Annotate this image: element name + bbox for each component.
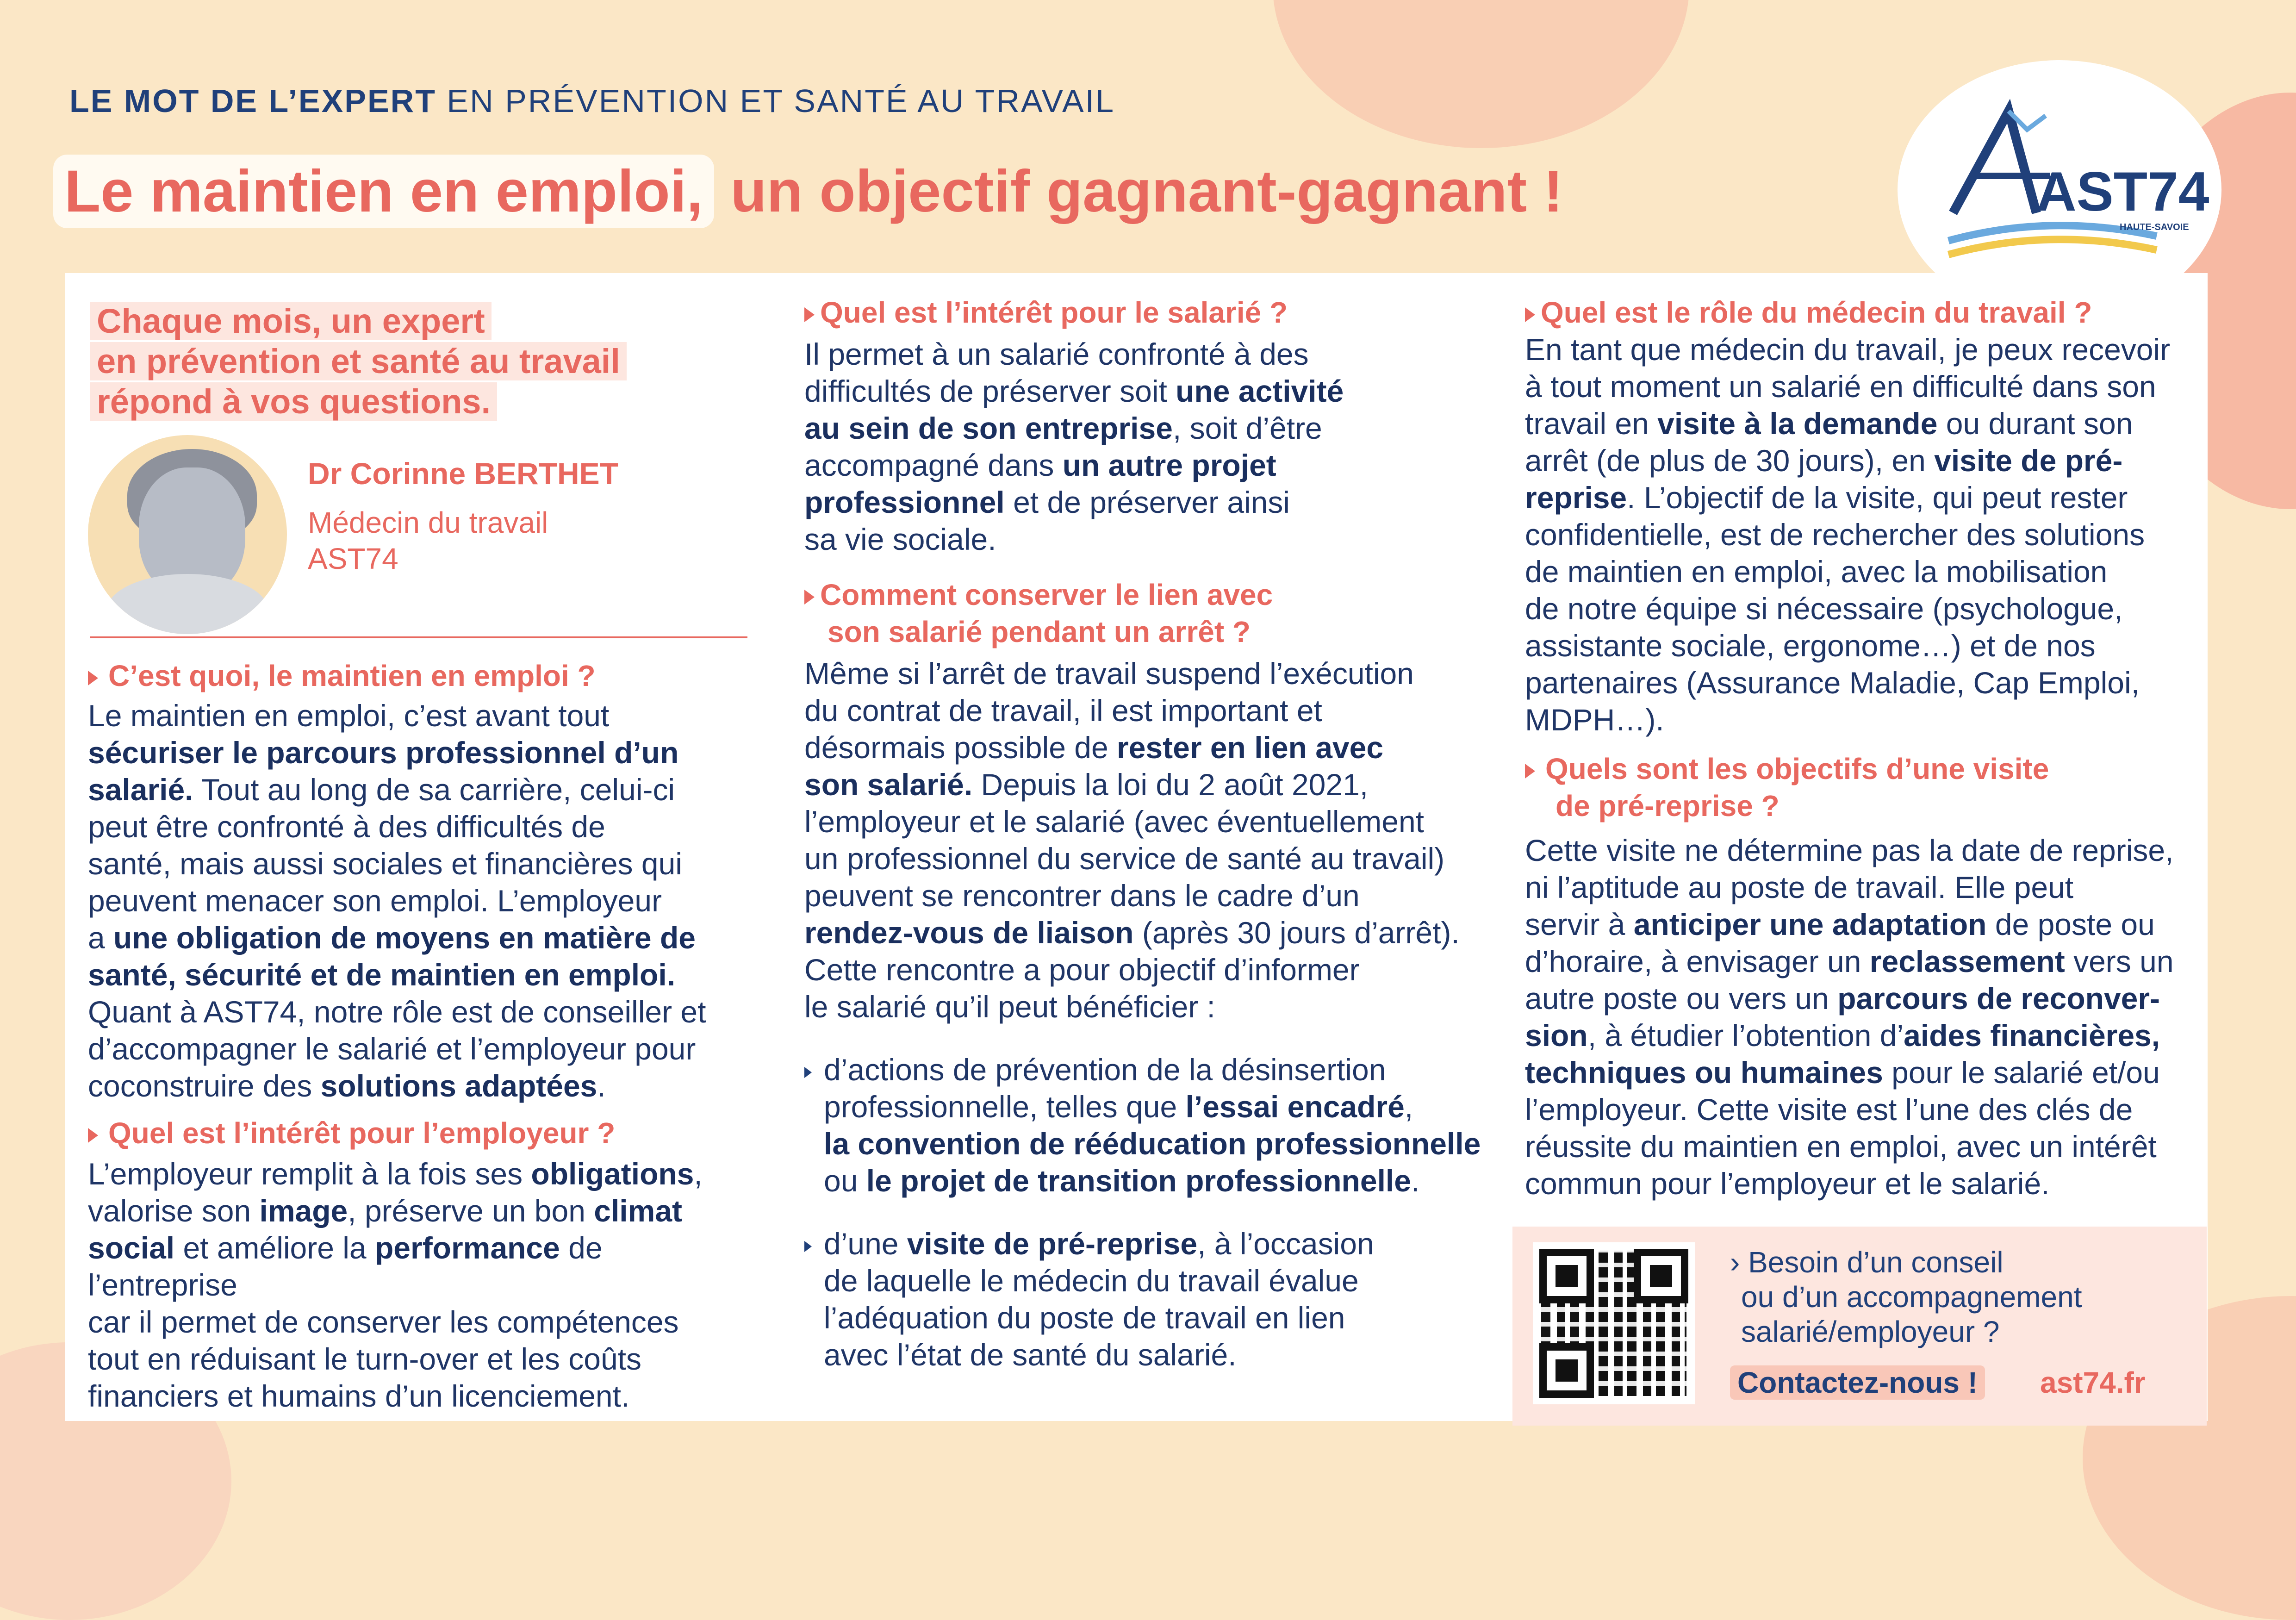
text: Il permet à un salarié confronté à des (804, 337, 1309, 371)
text-line (804, 373, 1499, 410)
expert-name: Dr Corinne BERTHET (308, 456, 619, 491)
text-line (804, 1262, 1499, 1299)
emphasis: social (88, 1231, 175, 1265)
emphasis: un autre projet (1062, 448, 1276, 482)
emphasis: son salarié. (804, 767, 973, 802)
emphasis: rester en lien avec (1117, 730, 1384, 765)
emphasis: techniques ou humaines (1525, 1055, 1883, 1090)
text: , à l’occasion (1197, 1227, 1374, 1261)
text-line (1525, 832, 2205, 869)
logo-sub: HAUTE-SAVOIE (2120, 222, 2189, 232)
text-line (804, 988, 1499, 1025)
text-line (804, 877, 1499, 914)
text-line (88, 1377, 754, 1414)
text: (après 30 jours d’arrêt). (1133, 916, 1460, 950)
text: commun pour l’employeur et le salarié. (1525, 1166, 2050, 1201)
text: et de préserver ainsi (1004, 485, 1290, 519)
text: L’employeur remplit à la fois ses (88, 1157, 531, 1191)
text: assistante sociale, ergonome…) et de nos (1525, 629, 2096, 663)
arrow-icon (1525, 307, 1535, 322)
emphasis: visite de pré-reprise (907, 1227, 1198, 1261)
answer-text (88, 1155, 754, 1414)
text-line (804, 1336, 1499, 1373)
text-line (88, 697, 754, 734)
text: . (597, 1069, 606, 1103)
question-text: Quel est l’intérêt pour l’employeur ? (108, 1116, 616, 1150)
emphasis: sécuriser le parcours professionnel d’un (88, 735, 679, 770)
text: de maintien en emploi, avec la mobilisation (1525, 555, 2108, 589)
qr-finder (1539, 1343, 1594, 1398)
text: car il permet de conserver les compétences (88, 1305, 679, 1339)
emphasis: obligations (531, 1157, 694, 1191)
text: , (1404, 1090, 1413, 1124)
question-text-2: son salarié pendant un arrêt ? (828, 615, 1251, 648)
text-line (88, 882, 754, 919)
arrow-icon (88, 1128, 98, 1143)
expert-role-line-1: Médecin du travail (308, 506, 548, 539)
text-line (1525, 701, 2205, 738)
text: , préserve un bon (348, 1194, 594, 1228)
text: Le maintien en emploi, c’est avant tout (88, 698, 610, 733)
emphasis: visite à la demande (1657, 406, 1938, 441)
text: Tout au long de sa carrière, celui-ci (193, 773, 675, 807)
text: Quant à AST74, notre rôle est de conseiller et (88, 995, 706, 1029)
text: , à étudier l’obtention d’ (1587, 1018, 1904, 1053)
text: d’accompagner le salarié et l’employeur pour (88, 1032, 696, 1066)
logo-brand: AST74 (2036, 161, 2209, 223)
text: d’actions de prévention de la désinsertion (824, 1053, 1386, 1087)
contact-button[interactable]: Contactez-nous ! (1730, 1365, 1985, 1400)
text: santé, mais aussi sociales et financières qui (88, 847, 682, 881)
text: professionnelle, telles que (824, 1090, 1186, 1124)
text-line (1525, 627, 2205, 664)
text: et améliore la (174, 1231, 375, 1265)
question-heading (88, 1115, 754, 1152)
emphasis: une obligation de moyens en matière de (113, 921, 696, 955)
text: valorise son (88, 1194, 260, 1228)
text-line (804, 914, 1499, 951)
text: Cette rencontre a pour objectif d’informer (804, 953, 1360, 987)
question-text: Quels sont les objectifs d’une visite (1545, 752, 2049, 785)
text-line (88, 993, 754, 1030)
contact-line-3: salarié/employeur ? (1741, 1315, 2000, 1348)
emphasis: parcours de reconver- (1837, 981, 2160, 1016)
text-line (88, 1303, 754, 1340)
text-line (804, 1162, 1499, 1199)
text-line (1525, 1054, 2205, 1091)
contact-line-2: ou d’un accompagnement (1741, 1280, 2082, 1314)
text: partenaires (Assurance Maladie, Cap Emploi, (1525, 666, 2140, 700)
arrow-icon (1525, 764, 1535, 779)
emphasis: au sein de son entreprise (804, 411, 1173, 445)
content-panel (65, 273, 2208, 1421)
kicker-bold: LE MOT DE L’EXPERT (69, 83, 436, 119)
bg-shape-top-right (1273, 0, 1689, 148)
text-line (88, 1030, 754, 1067)
text-line (804, 484, 1499, 521)
text: . L’objectif de la visite, qui peut rester (1627, 480, 2128, 515)
text: de l’entreprise (88, 1231, 603, 1302)
text: peuvent se rencontrer dans le cadre d’un (804, 879, 1360, 913)
text: coconstruire des (88, 1069, 321, 1103)
emphasis: rendez-vous de liaison (804, 916, 1134, 950)
emphasis: climat (594, 1194, 683, 1228)
text: a (88, 921, 114, 955)
text: En tant que médecin du travail, je peux recevoir (1525, 332, 2171, 367)
question-heading (804, 576, 1499, 650)
answer-text (1525, 331, 2205, 738)
text: tout en réduisant le turn-over et les coûts (88, 1342, 641, 1376)
expert-role (308, 505, 548, 577)
text: de notre équipe si nécessaire (psychologue, (1525, 592, 2123, 626)
text-line (1525, 516, 2205, 553)
intro-text (90, 301, 627, 422)
text: ou durant son (1937, 406, 2133, 441)
intro-line-3: répond à vos questions. (90, 382, 497, 421)
text-line (1525, 368, 2205, 405)
text-line (1525, 479, 2205, 516)
text: servir à (1525, 907, 1634, 941)
arrow-icon (88, 671, 98, 685)
text-line (804, 1125, 1499, 1162)
emphasis: reprise (1525, 480, 1627, 515)
text-line (804, 951, 1499, 988)
contact-line-1: › Besoin d’un conseil (1730, 1246, 2004, 1279)
text-line (1525, 1017, 2205, 1054)
bullet-icon (804, 1067, 812, 1078)
text: travail en (1525, 406, 1658, 441)
text: accompagné dans (804, 448, 1063, 482)
text-line (804, 1299, 1499, 1336)
text: pour le salarié et/ou (1883, 1055, 2160, 1090)
text: financiers et humains d’un licenciement. (88, 1379, 630, 1413)
text: l’adéquation du poste de travail en lien (824, 1301, 1345, 1335)
title-highlight: Le maintien en emploi, (53, 155, 714, 228)
emphasis: reclassement (1869, 944, 2065, 978)
emphasis: performance (374, 1231, 560, 1265)
text: de poste ou (1986, 907, 2155, 941)
text: difficultés de préserver soit (804, 374, 1176, 408)
text-line (1525, 1165, 2205, 1202)
text-line (1525, 1128, 2205, 1165)
arrow-icon (804, 590, 815, 604)
text-line (88, 1340, 754, 1377)
contact-box (1512, 1227, 2207, 1426)
contact-prompt (1730, 1245, 2082, 1349)
text: . (1411, 1164, 1420, 1198)
qr-code[interactable] (1533, 1242, 1695, 1404)
qr-finder (1634, 1249, 1688, 1303)
answer-text (1525, 832, 2205, 1202)
question-heading (88, 657, 754, 694)
bullet-icon (804, 1241, 812, 1252)
text-line (804, 336, 1499, 373)
question-text: Comment conserver le lien avec (820, 578, 1273, 611)
text-line (804, 692, 1499, 729)
kicker-rest: EN PRÉVENTION ET SANTÉ AU TRAVAIL (447, 83, 1115, 119)
emphasis: la convention de rééducation professionnelle (824, 1127, 1481, 1161)
text: Même si l’arrêt de travail suspend l’exécution (804, 656, 1414, 691)
text: ou (824, 1164, 866, 1198)
intro-line-2: en prévention et santé au travail (90, 342, 627, 380)
column-3 (1525, 294, 2205, 1202)
text: d’horaire, à envisager un (1525, 944, 1870, 978)
emphasis: image (259, 1194, 348, 1228)
text-line (88, 771, 754, 808)
text-line (1525, 590, 2205, 627)
text: du contrat de travail, il est important et (804, 693, 1322, 728)
text-line (804, 410, 1499, 447)
emphasis: salarié. (88, 773, 193, 807)
text-line (88, 1192, 754, 1229)
question-text: Quel est l’intérêt pour le salarié ? (820, 296, 1288, 329)
text-line (804, 803, 1499, 840)
expert-photo (88, 435, 287, 634)
divider (90, 636, 747, 638)
text: Depuis la loi du 2 août 2021, (972, 767, 1369, 802)
emphasis: solutions adaptées (320, 1069, 597, 1103)
website-link[interactable]: ast74.fr (2040, 1366, 2146, 1399)
text-line (1525, 442, 2205, 479)
question-text: Quel est le rôle du médecin du travail ? (1541, 296, 2092, 329)
text-line (88, 1229, 754, 1303)
text-line (804, 1088, 1499, 1125)
text-line (1525, 664, 2205, 701)
column-1 (88, 657, 754, 1414)
text: vers un (2065, 944, 2174, 978)
text: arrêt (de plus de 30 jours), en (1525, 443, 1935, 478)
intro-line-1: Chaque mois, un expert (90, 302, 492, 340)
text: confidentielle, est de rechercher des solutions (1525, 517, 2145, 552)
text-line (804, 840, 1499, 877)
text-line (1525, 405, 2205, 442)
arrow-icon (804, 307, 815, 322)
text: avec l’état de santé du salarié. (824, 1338, 1237, 1372)
text: MDPH…). (1525, 703, 1664, 737)
text: ni l’aptitude au poste de travail. Elle peut (1525, 870, 2074, 904)
answer-text (88, 697, 754, 1104)
question-text: C’est quoi, le maintien en emploi ? (108, 659, 596, 692)
text-line (88, 1067, 754, 1104)
text-line (88, 734, 754, 771)
text: un professionnel du service de santé au travail) (804, 841, 1445, 876)
title-rest: un objectif gagnant-gagnant ! (730, 158, 1563, 224)
emphasis: l’essai encadré (1185, 1090, 1405, 1124)
text-line (88, 845, 754, 882)
emphasis: visite de pré- (1934, 443, 2123, 478)
text-line (804, 766, 1499, 803)
text-line (1525, 980, 2205, 1017)
text: peuvent menacer son emploi. L’employeur (88, 884, 662, 918)
text-line (1525, 553, 2205, 590)
emphasis: anticiper une adaptation (1633, 907, 1987, 941)
text: désormais possible de (804, 730, 1117, 765)
text: , soit d’être (1172, 411, 1322, 445)
text-line (88, 808, 754, 845)
answer-text (804, 655, 1499, 1025)
kicker (69, 82, 1115, 119)
text: de laquelle le médecin du travail évalue (824, 1264, 1359, 1298)
text: , (694, 1157, 703, 1191)
text: à tout moment un salarié en difficulté dans son (1525, 369, 2156, 404)
text: l’employeur et le salarié (avec éventuellement (804, 804, 1425, 839)
text-line (804, 1225, 1499, 1262)
text-line (804, 729, 1499, 766)
question-heading (1525, 294, 2205, 331)
emphasis: le projet de transition professionnelle (866, 1164, 1411, 1198)
text-line (1525, 331, 2205, 368)
emphasis: une activité (1176, 374, 1344, 408)
text-line (1525, 943, 2205, 980)
question-heading (1525, 750, 2205, 824)
answer-text (804, 336, 1499, 558)
emphasis: santé, sécurité et de maintien en emploi. (88, 958, 676, 992)
bullet-item (804, 1051, 1499, 1199)
text-line (88, 1155, 754, 1192)
text-line (804, 655, 1499, 692)
emphasis: aides financières, (1904, 1018, 2160, 1053)
text: autre poste ou vers un (1525, 981, 1838, 1016)
text: peut être confronté à des difficultés de (88, 810, 605, 844)
question-heading (804, 294, 1499, 331)
text-line (88, 919, 754, 956)
question-text-2: de pré-reprise ? (1556, 789, 1780, 822)
text: le salarié qu’il peut bénéficier : (804, 990, 1215, 1024)
text: Cette visite ne détermine pas la date de reprise, (1525, 833, 2174, 867)
text-line (88, 956, 754, 993)
emphasis: sion (1525, 1018, 1588, 1053)
emphasis: professionnel (804, 485, 1005, 519)
text: d’une (824, 1227, 907, 1261)
column-2 (804, 294, 1499, 1373)
text-line (804, 447, 1499, 484)
text-line (804, 1051, 1499, 1088)
expert-role-line-2: AST74 (308, 542, 398, 575)
text-line (1525, 906, 2205, 943)
text-line (1525, 869, 2205, 906)
page-title (53, 157, 1563, 225)
bullet-item (804, 1225, 1499, 1373)
text: réussite du maintien en emploi, avec un intérêt (1525, 1129, 2157, 1164)
text-line (1525, 1091, 2205, 1128)
text: sa vie sociale. (804, 522, 996, 556)
text-line (804, 521, 1499, 558)
qr-finder (1539, 1249, 1594, 1303)
text: l’employeur. Cette visite est l’une des clés de (1525, 1092, 2133, 1127)
